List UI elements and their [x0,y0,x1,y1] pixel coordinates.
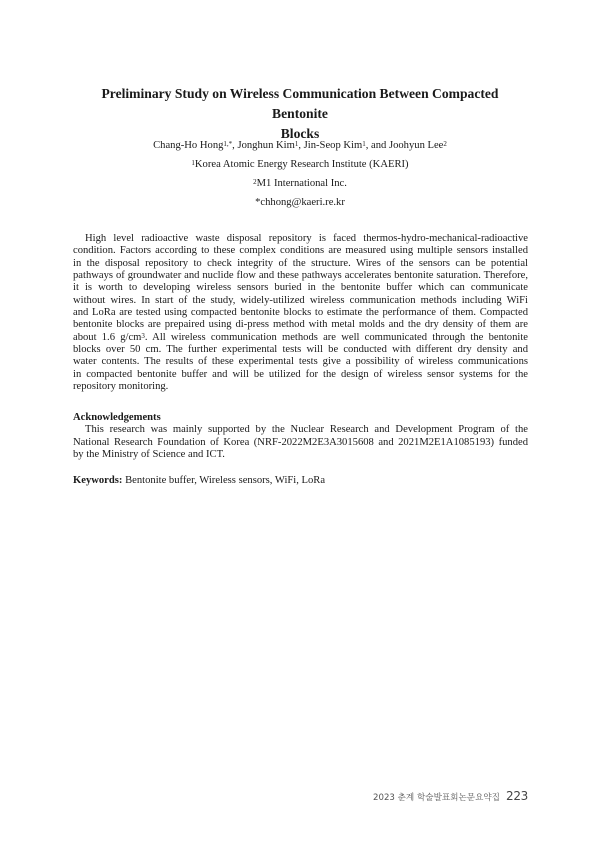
title-line-1: Preliminary Study on Wireless Communication Between Compacted Bentonite [101,86,499,121]
author-affil-mark: 1 [294,140,299,148]
footer-proceedings-title: 2023 춘계 학술발표회논문요약집 [373,793,500,803]
superscript: 3 [141,331,145,340]
ack-line: by the Ministry of Science and ICT. [73,449,225,461]
keywords-text: Bentonite buffer, Wireless sensors, WiFi, LoRa [122,475,326,486]
page-footer [373,789,528,803]
affiliation-mark: 2 [253,178,257,186]
ack-line: This research was mainly supported by the Nuclear Research and Development Program of the [85,424,528,435]
abstract-line [73,332,528,344]
abstract-line: in compacted bentonite buffer and will be utilized for the design of wireless sensor systems for the [73,368,528,380]
acknowledgements-heading: Acknowledgements [73,412,161,423]
abstract-line: bentonite blocks are prepaired using di-press method with metal molds and the dry density of them are [73,319,528,331]
abstract-line: repository monitoring. [73,381,169,393]
title-line-2: Blocks [280,126,320,141]
author-affil-mark: 1,* [223,140,233,148]
affiliation-2 [60,177,540,191]
affiliation-text: Korea Atomic Energy Research Institute (KAERI) [194,159,409,170]
affiliation-mark: 1 [191,159,195,167]
abstract-line-part: about 1.6 g/cm [73,331,142,343]
keywords-label: Keywords: [73,475,123,486]
abstract-line: pathways of groundwater and nuclide flow and these pathways accelerates bentonite saturation. Therefore, [73,270,528,282]
abstract-line: blocks over 50 cm. The further experimental tests will be conducted with different dry density and [73,344,528,356]
abstract-line: water contents. The results of these experimental tests give a possibility of wireless communications [73,356,528,368]
acknowledgements-body [73,424,528,462]
abstract [73,233,528,393]
author-name: , and Joohyun Lee [365,140,444,151]
abstract-line-part: . All wireless communication methods are well communicated through the bentonite [144,331,528,343]
abstract-line: in the disposal repository to check integrity of the structure. Wires of the sensors can be potential [73,257,528,269]
page-number: 223 [505,789,528,803]
abstract-line: without wires. In start of the study, widely-utilized wireless communication methods including WiFi [73,294,528,306]
abstract-line: condition. Factors according to these complex conditions are measured using multiple sensors installed [73,245,528,257]
author-name: Chang-Ho Hong [153,140,224,151]
paper-title [72,84,528,144]
ack-line: National Research Foundation of Korea (NRF-2022M2E3A3015608 and 2021M2E1A1085193) funded [73,436,528,448]
abstract-line: it is worth to developing wireless sensors buried in the bentonite buffer which can communicate [73,282,528,294]
author-list [60,139,540,153]
affiliation-text: M1 International Inc. [256,178,347,189]
abstract-line: and LoRa are tested using compacted bentonite blocks to estimate the performance of them. Compacted [73,307,528,319]
keywords [73,474,325,488]
affiliation-1 [60,158,540,172]
author-affil-mark: 1 [362,140,366,148]
author-name: , Jonghun Kim [232,140,295,151]
corresponding-email: *chhong@kaeri.re.kr [255,197,345,208]
author-name: , Jin-Seop Kim [298,140,363,151]
abstract-line: High level radioactive waste disposal repository is faced thermos-hydro-mechanical-radioactive [85,233,528,244]
author-affil-mark: 2 [443,140,447,148]
